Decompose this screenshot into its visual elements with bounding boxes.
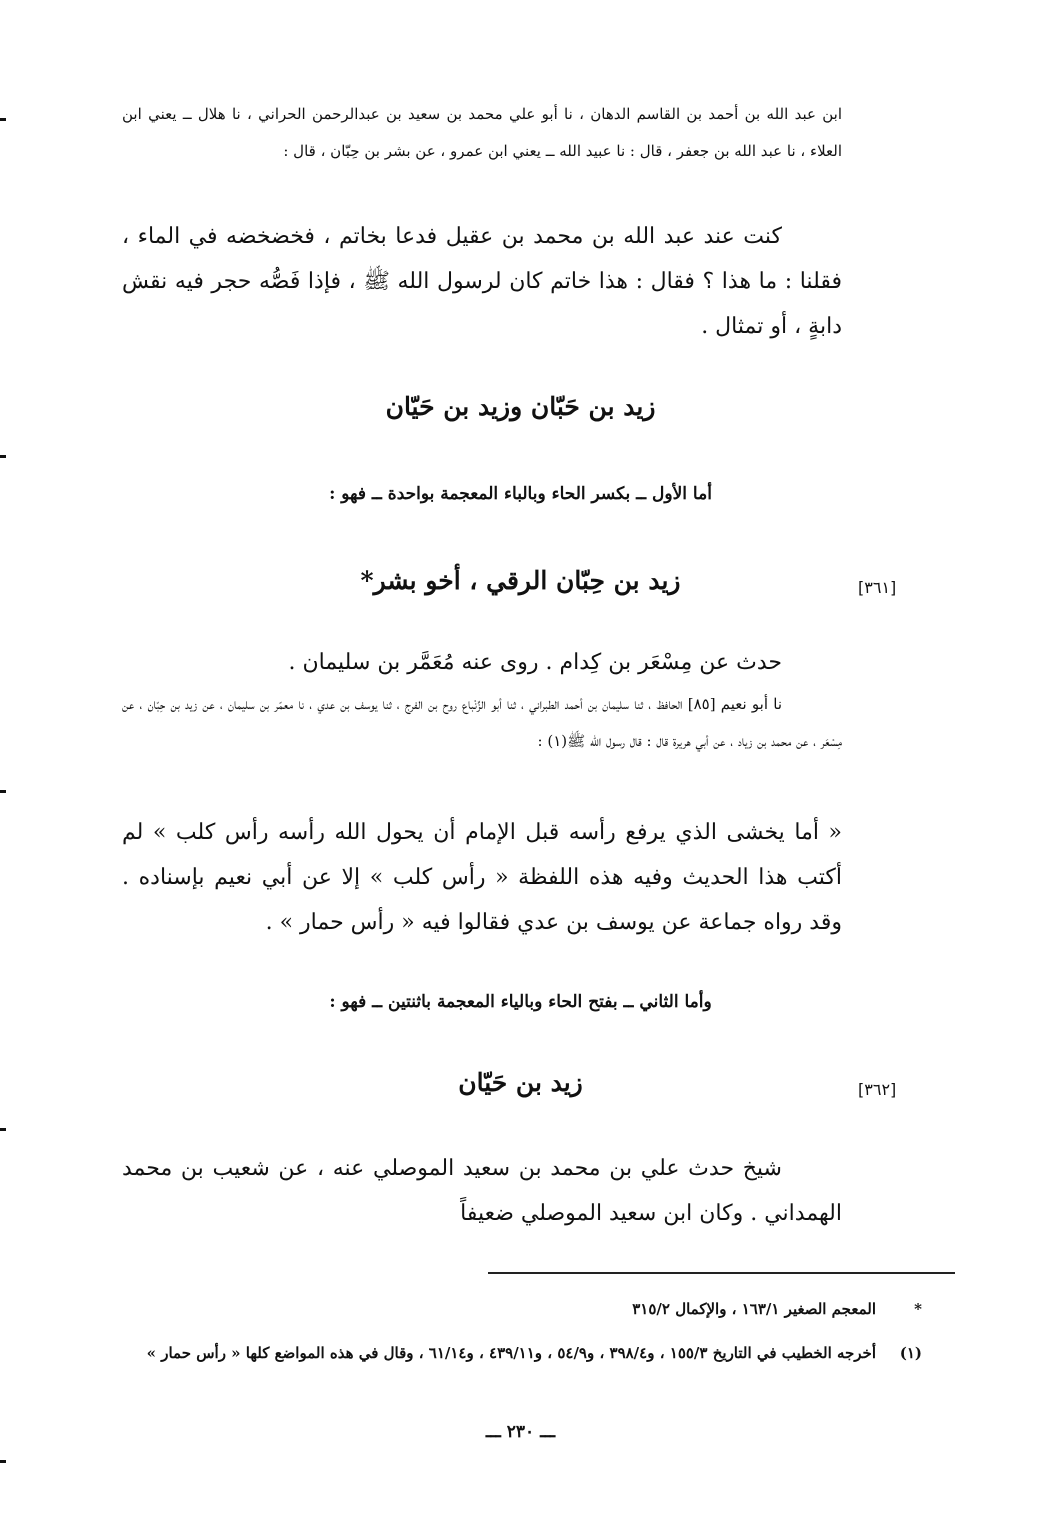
top-isnad: ابن عبد الله بن أحمد بن القاسم الدهان ، نا أبو علي محمد بن سعيد بن عبدالرحمن الحراني ، نا هلال ــ يعني ابن العلاء ، نا عبد الله بن جعفر ، قال : نا عبيد الله ــ يعني ابن عمرو ، عن بشر بن حِبّان ، قال :	[122, 105, 842, 160]
footnote-text: المعجم الصغير ١٦٣/١ ، والإكمال ٣١٥/٢	[632, 1300, 876, 1318]
entry-362-body: شيخ حدث علي بن محمد بن سعيد الموصلي عنه ، عن شعيب بن محمد الهمداني . وكان ابن سعيد الموصلي ضعيفاً	[122, 1156, 842, 1226]
entry-title-362: زيد بن حَيّان	[458, 1068, 583, 1097]
second-heading: وأما الثاني ــ بفتح الحاء وبالياء المعجمة باثنتين ــ فهو :	[329, 992, 712, 1012]
footnote-mark: *	[914, 1300, 922, 1318]
page-number: ـــ ٢٣٠ ـــ	[485, 1422, 556, 1442]
first-heading: أما الأول ــ بكسر الحاء وبالباء المعجمة بواحدة ــ فهو :	[329, 484, 712, 504]
entry-361-intro: حدث عن مِسْعَر بن كِدام . روى عنه مُعَمَّر بن سليمان .	[288, 650, 782, 675]
margin-mark	[0, 118, 6, 121]
entry-title-361: زيد بن حِبّان الرقي ، أخو بشر*	[360, 566, 681, 595]
margin-mark	[0, 455, 6, 458]
entry-number-362: [٣٦٢]	[858, 1080, 897, 1099]
footnote-mark: (١)	[899, 1344, 922, 1362]
margin-mark	[0, 1460, 6, 1463]
footnote-text: أخرجه الخطيب في التاريخ ١٥٥/٣ ، و٣٩٨/٤ ، و٥٤/٩ ، و٤٣٩/١١ ، و٦١/١٤ ، وقال في هذه المواضع كلها « رأس حمار »	[146, 1344, 876, 1362]
footnote-separator	[488, 1272, 955, 1274]
footnote-1	[122, 1340, 922, 1366]
entry-361-matn: « أما يخشى الذي يرفع رأسه قبل الإمام أن يحول الله رأسه رأس كلب » لم أكتب هذا الحديث وفيه هذه اللفظة « رأس كلب » إلا عن أبي نعيم بإسناده . وقد رواه جماعة عن يوسف بن عدي فقالوا فيه « رأس حمار » .	[122, 820, 842, 935]
footnote-star	[122, 1296, 922, 1322]
margin-mark	[0, 790, 6, 793]
entry-361-isnad: نا أبو نعيم [٨٥] الحافظ ، ثنا سليمان بن أحمد الطبراني ، ثنا أبو الزِّنْباع روح بن الفرج ، ثنا يوسف بن عدي ، نا معمّر بن سليمان ، عن زيد بن حِبّان ، عن مِسْعَر ، عن محمد بن زياد ، عن أبي هريرة قال : قال رسول الله ﷺ(١) :	[122, 695, 842, 750]
entry-number-361: [٣٦١]	[858, 578, 897, 597]
section-title: زيد بن حَبّان وزيد بن حَيّان	[385, 392, 656, 421]
top-matn: كنت عند عبد الله بن محمد بن عقيل فدعا بخاتم ، فخضخضه في الماء ، فقلنا : ما هذا ؟ فقال : هذا خاتم كان لرسول الله ﷺ ، فإذا فَصُّه حجر فيه نقش دابةٍ ، أو تمثال .	[122, 224, 842, 339]
margin-mark	[0, 1128, 6, 1131]
